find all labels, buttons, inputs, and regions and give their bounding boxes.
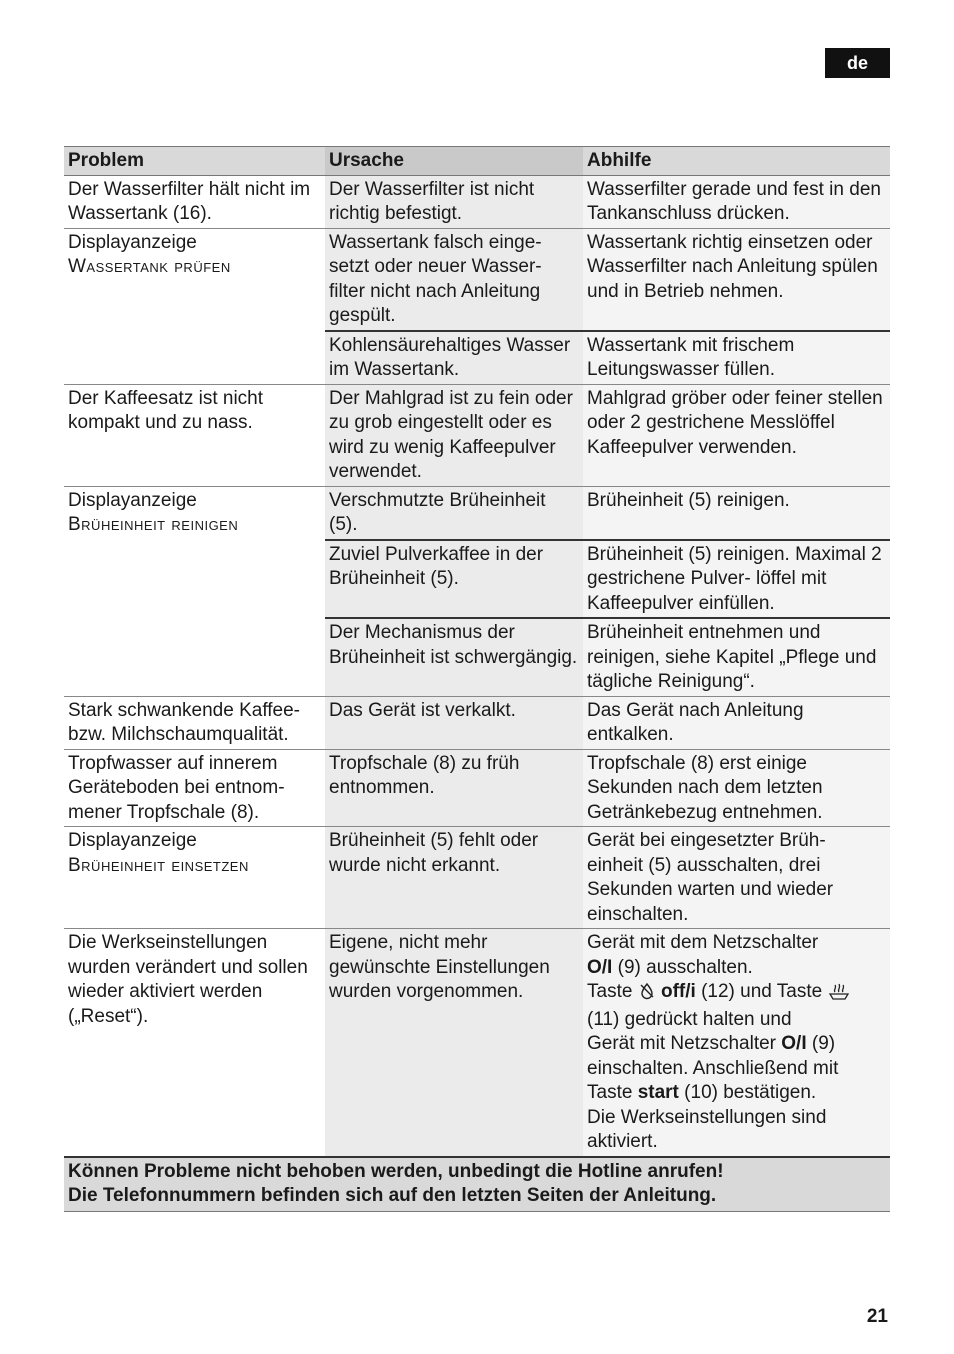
- remedy-cell: Mahlgrad gröber oder feiner stellen oder 2 gestrichene Messlöffel Kaffeepulver verwenden.: [583, 384, 890, 486]
- drop-off-icon: [638, 982, 656, 1008]
- remedy-cell: Wasserfilter gerade und fest in den Tankanschluss drücken.: [583, 175, 890, 228]
- remedy-text: (12) und Taste: [701, 981, 823, 1002]
- table-row: [64, 228, 890, 331]
- cause-cell: Das Gerät ist verkalkt.: [325, 696, 583, 749]
- table-row: [64, 696, 890, 749]
- cause-cell: Brüheinheit (5) fehlt oder wurde nicht erkannt.: [325, 827, 583, 929]
- problem-label: Displayanzeige: [68, 830, 197, 851]
- language-tag: de: [825, 48, 890, 78]
- cause-cell: Wassertank falsch einge- setzt oder neuer Wasser- filter nicht nach Anleitung gespült.: [325, 228, 583, 331]
- cause-cell: Tropfschale (8) zu früh entnommen.: [325, 749, 583, 827]
- problem-cell: [64, 486, 325, 696]
- remedy-cell: Brüheinheit entnehmen und reinigen, siehe Kapitel „Pflege und tägliche Reinigung“.: [583, 618, 890, 696]
- remedy-cell: Wassertank mit frischem Leitungswasser füllen.: [583, 331, 890, 385]
- problem-cell: Der Kaffeesatz ist nicht kompakt und zu nass.: [64, 384, 325, 486]
- remedy-text: Gerät mit Netzschalter: [587, 1033, 776, 1054]
- cause-cell: Der Mahlgrad ist zu fein oder zu grob eingestellt oder es wird zu wenig Kaffeepulver verwendet.: [325, 384, 583, 486]
- remedy-text: Gerät mit dem Netzschalter: [587, 932, 819, 953]
- table-row: [64, 175, 890, 228]
- remedy-text: Die Werkseinstellungen sind aktiviert.: [587, 1106, 827, 1152]
- power-switch-symbol: O/I: [587, 956, 613, 978]
- off-key-label: off/i: [660, 981, 696, 1002]
- problem-cell: [64, 827, 325, 929]
- header-remedy: Abhilfe: [583, 147, 890, 176]
- table-row: [64, 749, 890, 827]
- start-key-label: start: [637, 1082, 679, 1103]
- display-message: Wassertank prüfen: [68, 256, 231, 277]
- cause-cell: Eigene, nicht mehr gewünschte Einstellungen wurden vorgenommen.: [325, 929, 583, 1157]
- problem-cell: Tropfwasser auf innerem Geräteboden bei entnom- mener Tropfschale (8).: [64, 749, 325, 827]
- hotline-notice-row: [64, 1157, 890, 1212]
- steam-icon: [828, 982, 850, 1008]
- power-switch-symbol: O/I: [781, 1033, 807, 1054]
- remedy-text: (9) einschalten. Anschließend mit Taste: [587, 1033, 839, 1103]
- troubleshooting-table: [64, 146, 890, 1212]
- remedy-text: Taste: [587, 981, 633, 1002]
- table-header-row: [64, 147, 890, 176]
- remedy-cell: Wassertank richtig einsetzen oder Wasserfilter nach Anleitung spülen und in Betrieb nehmen.: [583, 228, 890, 331]
- problem-label: Displayanzeige: [68, 231, 197, 253]
- hotline-notice: [64, 1157, 890, 1212]
- problem-cell: [64, 228, 325, 384]
- remedy-cell: Das Gerät nach Anleitung entkalken.: [583, 696, 890, 749]
- remedy-cell: Tropfschale (8) erst einige Sekunden nach dem letzten Getränkebezug entnehmen.: [583, 749, 890, 827]
- table-row: [64, 929, 890, 1157]
- table-row: [64, 384, 890, 486]
- problem-cell: Stark schwankende Kaffee- bzw. Milchschaumqualität.: [64, 696, 325, 749]
- problem-label: Displayanzeige: [68, 489, 197, 511]
- table-row: [64, 486, 890, 540]
- remedy-text: (9) ausschalten.: [617, 956, 753, 978]
- cause-cell: Der Mechanismus der Brüheinheit ist schwergängig.: [325, 618, 583, 696]
- cause-cell: Der Wasserfilter ist nicht richtig befestigt.: [325, 175, 583, 228]
- header-cause: Ursache: [325, 147, 583, 176]
- problem-cell: Die Werkseinstellungen wurden verändert und sollen wieder aktiviert werden („Reset“).: [64, 929, 325, 1157]
- remedy-cell: Brüheinheit (5) reinigen.: [583, 486, 890, 540]
- cause-cell: Verschmutzte Brüheinheit (5).: [325, 486, 583, 540]
- display-message: Brüheinheit reinigen: [68, 514, 239, 535]
- display-message: Brüheinheit einsetzen: [68, 854, 249, 876]
- header-problem: Problem: [64, 147, 325, 176]
- cause-cell: Kohlensäurehaltiges Wasser im Wassertank.: [325, 331, 583, 385]
- remedy-cell: Brüheinheit (5) reinigen. Maximal 2 gestrichene Pulver- löffel mit Kaffeepulver einfüllen.: [583, 540, 890, 619]
- problem-cell: Der Wasserfilter hält nicht im Wassertank (16).: [64, 175, 325, 228]
- hotline-notice-line2: Die Telefonnummern befinden sich auf den letzten Seiten der Anleitung.: [68, 1185, 717, 1206]
- remedy-text: (10) bestätigen.: [684, 1082, 817, 1103]
- remedy-cell: Gerät bei eingesetzter Brüh- einheit (5) ausschalten, drei Sekunden warten und wieder einschalten.: [583, 827, 890, 929]
- remedy-cell: [583, 929, 890, 1157]
- cause-cell: Zuviel Pulverkaffee in der Brüheinheit (5).: [325, 540, 583, 619]
- remedy-text: (11) gedrückt halten und: [587, 1008, 792, 1030]
- table-row: [64, 827, 890, 929]
- page-number: 21: [866, 1306, 888, 1327]
- hotline-notice-line1: Können Probleme nicht behoben werden, unbedingt die Hotline anrufen!: [68, 1160, 724, 1182]
